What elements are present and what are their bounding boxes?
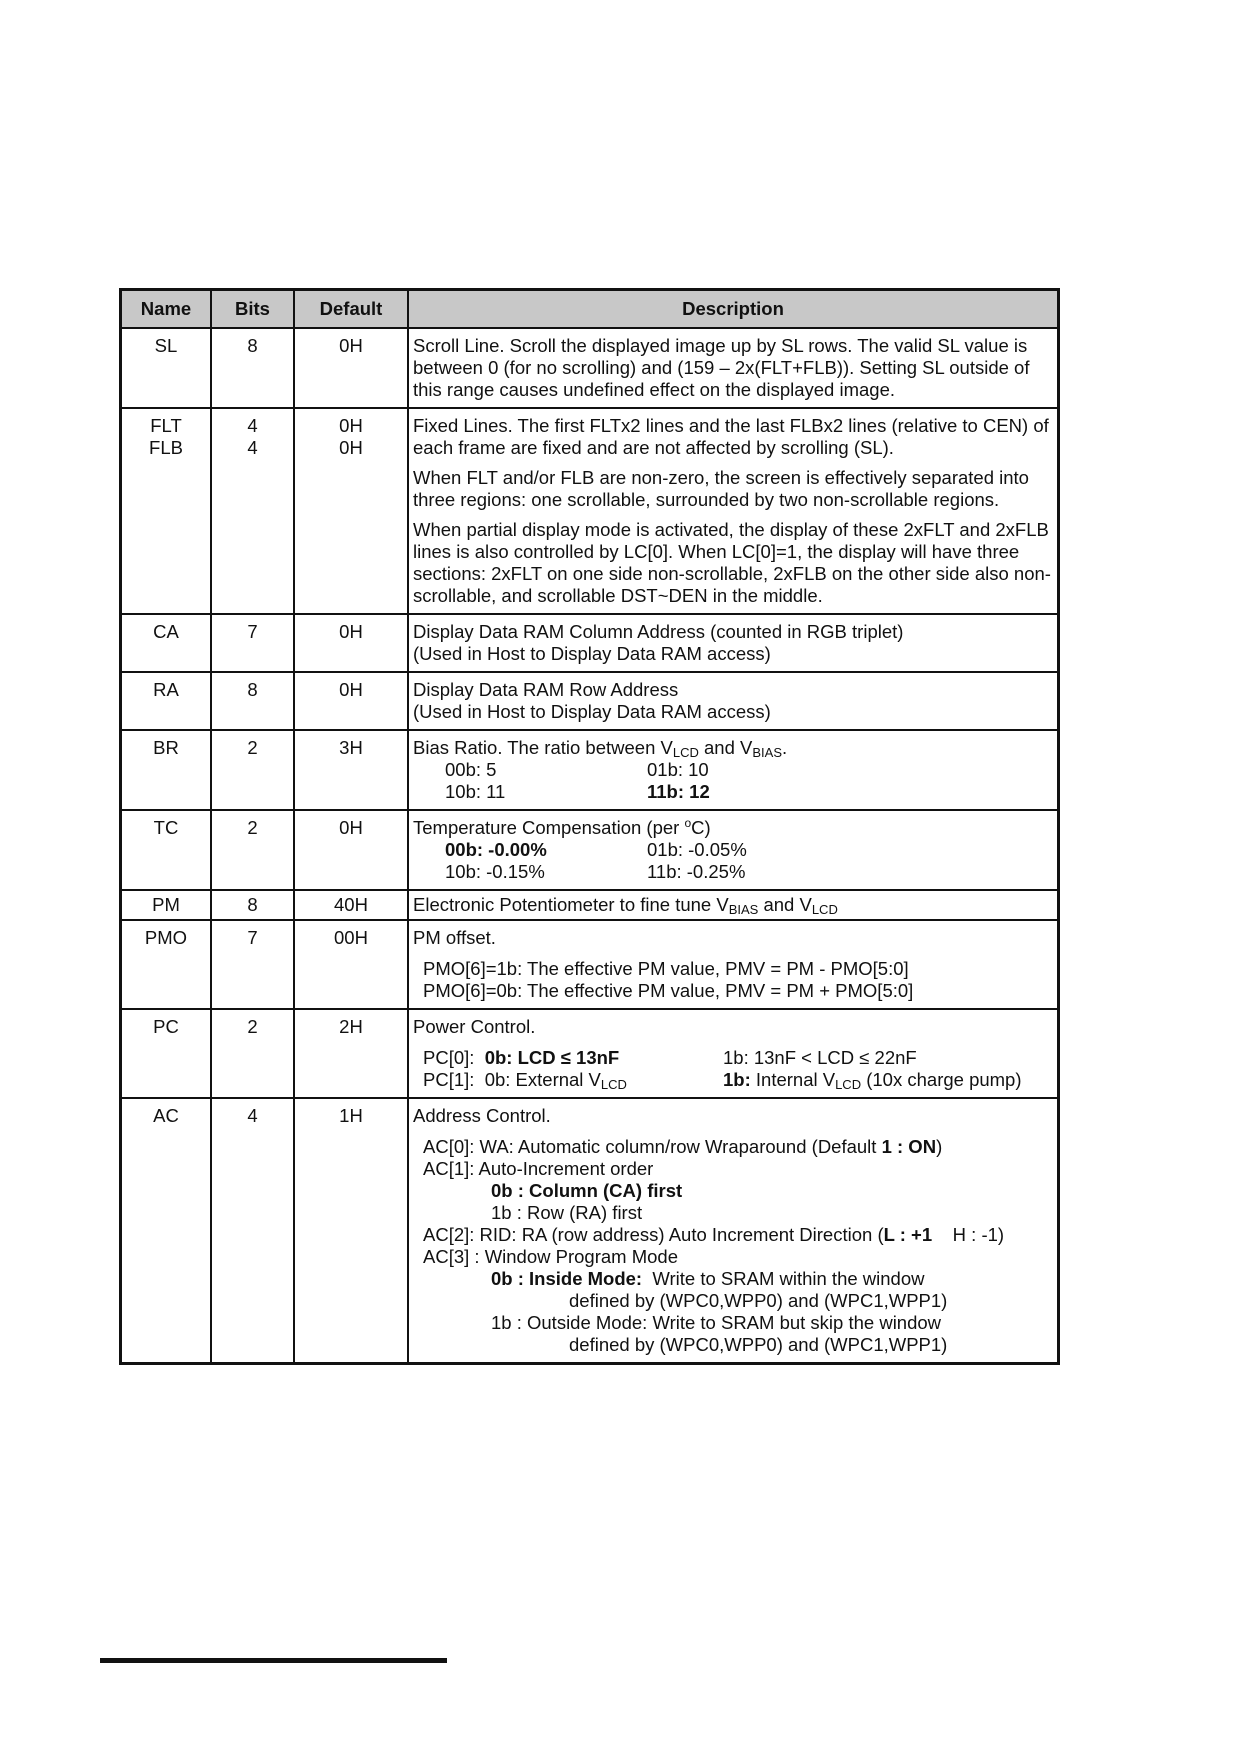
cell-description: [408, 1098, 1059, 1364]
cell-name: PM: [121, 890, 212, 920]
desc-line: PMO[6]=1b: The effective PM value, PMV = PM - PMO[5:0]: [423, 958, 909, 979]
cell-name: PMO: [121, 920, 212, 1009]
desc-text: Scroll Line. Scroll the displayed image up by SL rows. The valid SL value is between 0 (for no scrolling) and (159 – 2x(FLT+FLB)). Setting SL outside of this range causes undefined effect on the displayed image.: [413, 335, 1030, 400]
desc-para-1: Fixed Lines. The first FLTx2 lines and the last FLBx2 lines (relative to CEN) of each frame are fixed and are not affected by scrolling (SL).: [413, 415, 1049, 458]
text: (10x charge pump): [861, 1069, 1022, 1090]
option-01: 01b: 10: [647, 759, 709, 780]
footnote-rule: [100, 1658, 447, 1663]
table-row-pc: [121, 1009, 1059, 1098]
cell-default: 0H: [294, 328, 408, 408]
header-description: Description: [408, 290, 1059, 329]
text: and V: [758, 894, 812, 915]
table-row-tc: [121, 810, 1059, 890]
subscript: LCD: [811, 902, 838, 917]
header-bits: Bits: [211, 290, 294, 329]
desc-line: 1b : Outside Mode: Write to SRAM but skip the window: [491, 1312, 942, 1333]
cell-name: TC: [121, 810, 212, 890]
option-row: [413, 1047, 1053, 1069]
desc-line: [413, 817, 1053, 839]
cell-bits: [211, 408, 294, 614]
desc-line: [413, 1136, 1053, 1158]
cell-default: 00H: [294, 920, 408, 1009]
table-row-ca: [121, 614, 1059, 672]
cell-description: [408, 614, 1059, 672]
desc-line: Power Control.: [413, 1016, 536, 1037]
register-table: [119, 288, 1060, 1365]
option-10: 10b: -0.15%: [445, 861, 545, 882]
desc-line: defined by (WPC0,WPP0) and (WPC1,WPP1): [569, 1290, 948, 1311]
header-default: Default: [294, 290, 408, 329]
table-row-ra: [121, 672, 1059, 730]
desc-line: defined by (WPC0,WPP0) and (WPC1,WPP1): [569, 1334, 948, 1355]
text: H : -1): [932, 1224, 1005, 1245]
cell-name: BR: [121, 730, 212, 810]
desc-line: [413, 1224, 1053, 1246]
desc-line: [413, 894, 1053, 916]
cell-description: [408, 408, 1059, 614]
option-01: 01b: -0.05%: [647, 839, 747, 860]
subscript: LCD: [600, 1077, 627, 1092]
desc-line: AC[1]: Auto-Increment order: [423, 1158, 654, 1179]
desc-line: 1b : Row (RA) first: [491, 1202, 643, 1223]
cell-bits: 2: [211, 730, 294, 810]
cell-bits: 2: [211, 1009, 294, 1098]
text: Bias Ratio. The ratio between V: [413, 737, 673, 758]
pc0-option-1: 1b: 13nF < LCD ≤ 22nF: [723, 1047, 917, 1068]
desc-line: AC[3] : Window Program Mode: [423, 1246, 678, 1267]
table-row-flt-flb: [121, 408, 1059, 614]
cell-default: 0H: [294, 614, 408, 672]
option-row: [413, 759, 1053, 781]
default-value: L : +1: [883, 1224, 933, 1245]
table-row-ac: [121, 1098, 1059, 1364]
desc-line: PMO[6]=0b: The effective PM value, PMV = PM + PMO[5:0]: [423, 980, 914, 1001]
text: ): [936, 1136, 943, 1157]
text: Write to SRAM within the window: [642, 1268, 925, 1289]
cell-name: PC: [121, 1009, 212, 1098]
subscript: LCD: [835, 1077, 862, 1092]
pc1-option-1: [723, 1069, 1022, 1091]
desc-line: [413, 1180, 1053, 1202]
table-row-sl: [121, 328, 1059, 408]
desc-para-2: When FLT and/or FLB are non-zero, the screen is effectively separated into three regions: one scrollable, surrounded by two non-scrollable regions.: [413, 467, 1029, 510]
cell-description: [408, 672, 1059, 730]
desc-line: (Used in Host to Display Data RAM access): [413, 643, 771, 664]
name-flt: FLT: [150, 415, 182, 436]
text: Internal V: [750, 1069, 836, 1090]
cell-description: [408, 1009, 1059, 1098]
subscript: LCD: [672, 745, 699, 760]
option-row: [413, 839, 1053, 861]
cell-default: 40H: [294, 890, 408, 920]
cell-bits: 8: [211, 890, 294, 920]
bits-flb: 4: [247, 437, 258, 458]
default-value: 1 : ON: [881, 1136, 937, 1157]
cell-bits: 8: [211, 328, 294, 408]
cell-default: [294, 408, 408, 614]
cell-bits: 7: [211, 614, 294, 672]
option-11: 11b: -0.25%: [647, 861, 746, 882]
option-row: [413, 781, 1053, 803]
cell-description: [408, 920, 1059, 1009]
pc1-default: 1b:: [723, 1069, 751, 1090]
desc-line: Address Control.: [413, 1105, 551, 1126]
text: AC[0]: WA: Automatic column/row Wraparound (Default: [423, 1136, 882, 1157]
default-value: 0b : Inside Mode:: [491, 1268, 643, 1289]
cell-name: [121, 408, 212, 614]
cell-description: [408, 730, 1059, 810]
desc-para-3: When partial display mode is activated, the display of these 2xFLT and 2xFLB lines is also controlled by LC[0]. When LC[0]=1, the display will have three sections: 2xFLT on one side non-scrollable, 2xFLB on the other side also non-scrollable, and scrollable DST~DEN in the middle.: [413, 519, 1051, 606]
pc0-option-0: [423, 1047, 723, 1069]
option-row: [413, 861, 1053, 883]
subscript: BIAS: [728, 902, 759, 917]
cell-default: 2H: [294, 1009, 408, 1098]
option-row: [413, 1069, 1053, 1091]
desc-line: PM offset.: [413, 927, 496, 948]
name-flb: FLB: [149, 437, 183, 458]
cell-default: 1H: [294, 1098, 408, 1364]
text: C): [691, 817, 711, 838]
text: Electronic Potentiometer to fine tune V: [413, 894, 729, 915]
cell-default: 0H: [294, 672, 408, 730]
text: PC[1]: 0b: External V: [423, 1069, 601, 1090]
table-row-pmo: [121, 920, 1059, 1009]
cell-bits: 2: [211, 810, 294, 890]
default-flt: 0H: [339, 415, 363, 436]
desc-line: [413, 737, 1053, 759]
desc-line: (Used in Host to Display Data RAM access): [413, 701, 771, 722]
superscript: o: [684, 815, 692, 830]
option-00-default: 00b: -0.00%: [445, 839, 547, 860]
cell-description: [408, 328, 1059, 408]
text: .: [781, 737, 788, 758]
option-11-default: 11b: 12: [647, 781, 710, 802]
desc-line: Display Data RAM Row Address: [413, 679, 679, 700]
bits-flt: 4: [247, 415, 258, 436]
pc0-default: 0b: LCD ≤ 13nF: [484, 1047, 620, 1068]
table-header-row: [121, 290, 1059, 329]
cell-name: AC: [121, 1098, 212, 1364]
cell-bits: 7: [211, 920, 294, 1009]
cell-description: [408, 890, 1059, 920]
pc1-option-0: [423, 1069, 723, 1091]
cell-bits: 4: [211, 1098, 294, 1364]
default-value: 0b : Column (CA) first: [491, 1180, 683, 1201]
table-row-br: [121, 730, 1059, 810]
cell-name: SL: [121, 328, 212, 408]
default-flb: 0H: [339, 437, 363, 458]
desc-line: Display Data RAM Column Address (counted in RGB triplet): [413, 621, 904, 642]
text: Temperature Compensation (per: [413, 817, 685, 838]
text: AC[2]: RID: RA (row address) Auto Increment Direction (: [423, 1224, 884, 1245]
option-10: 10b: 11: [445, 781, 506, 802]
cell-default: 3H: [294, 730, 408, 810]
text: PC[0]:: [423, 1047, 485, 1068]
cell-name: CA: [121, 614, 212, 672]
text: and V: [698, 737, 753, 758]
cell-bits: 8: [211, 672, 294, 730]
subscript: BIAS: [752, 745, 782, 760]
cell-default: 0H: [294, 810, 408, 890]
option-00: 00b: 5: [445, 759, 497, 780]
header-name: Name: [121, 290, 212, 329]
cell-description: [408, 810, 1059, 890]
cell-name: RA: [121, 672, 212, 730]
desc-line: [413, 1268, 1053, 1290]
table-row-pm: [121, 890, 1059, 920]
